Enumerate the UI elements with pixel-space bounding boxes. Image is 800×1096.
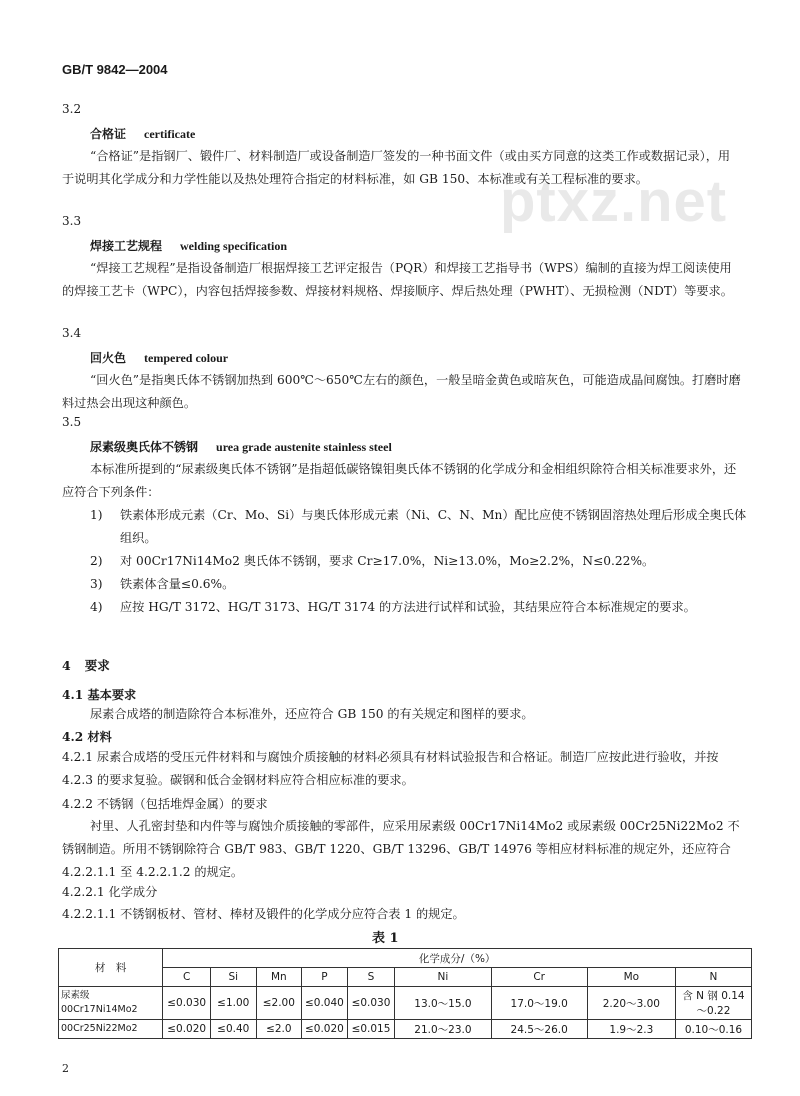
table-cell: 含 N 钢 0.14～0.22 (675, 987, 751, 1020)
table-cell: ≤0.40 (210, 1020, 256, 1039)
body-paragraph: 4.2.2.1.1 不锈钢板材、管材、棒材及锻件的化学成分应符合表 1 的规定。 (62, 907, 465, 921)
table-cell: 17.0～19.0 (491, 987, 587, 1020)
term-en: tempered colour (144, 351, 229, 365)
table-cell: ≤0.020 (163, 1020, 211, 1039)
material-cell (59, 1020, 163, 1039)
term-cn: 尿素级奥氏体不锈钢 (90, 440, 199, 454)
chapter-heading (62, 656, 110, 674)
table-row (59, 987, 752, 1020)
list-item (90, 573, 750, 596)
body-paragraph: 尿素合成塔的制造除符合本标准外，还应符合 GB 150 的有关规定和图样的要求。 (90, 707, 534, 721)
list-item-number: 3) (90, 577, 103, 591)
list-item-number: 2) (90, 554, 103, 568)
table-cell: 13.0～15.0 (395, 987, 491, 1020)
column-header: Mn (256, 968, 302, 987)
table-cell: ≤2.00 (256, 987, 302, 1020)
standard-number: GB/T 9842—2004 (62, 62, 168, 77)
body-paragraph: 衬里、人孔密封垫和内件等与腐蚀介质接触的零部件，应采用尿素级 00Cr17Ni14Mo2 或尿素级 00Cr25Ni22Mo2 不锈钢制造。所用不锈钢除符合 GB/T 983、GB/T 1220、GB/T 13296、GB/T 14976 等相应材料标准的规定外，还应符合 4.2.2.1.1 至 4.2.2.1.2 的规定。 (62, 819, 740, 879)
table-cell: ≤1.00 (210, 987, 256, 1020)
table-cell: ≤0.040 (302, 987, 348, 1020)
definition-paragraph: “合格证”是指钢厂、锻件厂、材料制造厂或设备制造厂签发的一种书面文件（或由买方同意的这类工作或数据记录），用于说明其化学成分和力学性能以及热处理符合指定的材料标准，如 GB 150、本标准或有关工程标准的要求。 (62, 149, 731, 186)
subsection-heading: 4.2.2.1 化学成分 (62, 885, 158, 899)
term-cn: 合格证 (90, 127, 127, 141)
table-cell: 1.9～2.3 (587, 1020, 675, 1039)
list-item (90, 596, 750, 642)
column-header: C (163, 968, 211, 987)
table-cell: ≤0.030 (163, 987, 211, 1020)
list-item (90, 550, 750, 573)
table-cell: 0.10～0.16 (675, 1020, 751, 1039)
clause-number: 3.4 (62, 326, 82, 340)
material-line: 尿素级 (61, 990, 90, 1001)
table-cell: ≤0.015 (347, 1020, 395, 1039)
column-header: Mo (587, 968, 675, 987)
column-header: Cr (491, 968, 587, 987)
chapter-title: 要求 (84, 658, 110, 673)
chemical-composition-table (58, 948, 752, 1039)
table-cell: 2.20～3.00 (587, 987, 675, 1020)
table-cell: ≤0.020 (302, 1020, 348, 1039)
term-heading (90, 349, 228, 366)
table-cell: ≤2.0 (256, 1020, 302, 1039)
section-heading: 4.1 基本要求 (62, 688, 137, 702)
section-heading: 4.2 材料 (62, 730, 112, 744)
material-line: 00Cr17Ni14Mo2 (61, 1004, 138, 1015)
list-item-number: 4) (90, 600, 103, 614)
body-paragraph: 4.2.1 尿素合成塔的受压元件材料和与腐蚀介质接触的材料必须具有材料试验报告和合格证。制造厂应按此进行验收，并按 4.2.3 的要求复验。碳钢和低合金钢材料应符合相应标准的要求。 (62, 750, 719, 787)
term-cn: 焊接工艺规程 (90, 239, 163, 253)
table-row (59, 1020, 752, 1039)
table-cell: 21.0～23.0 (395, 1020, 491, 1039)
table-cell: ≤0.030 (347, 987, 395, 1020)
definition-paragraph: 本标准所提到的“尿素级奥氏体不锈钢”是指超低碳铬镍钼奥氏体不锈钢的化学成分和金相组织除符合相关标准要求外，还应符合下列条件： (62, 462, 737, 499)
material-cell (59, 987, 163, 1020)
list-item-text: 应按 HG/T 3172、HG/T 3173、HG/T 3174 的方法进行试样和试验，其结果应符合本标准规定的要求。 (120, 600, 696, 614)
term-heading (90, 237, 287, 254)
table-header-row (59, 949, 752, 968)
term-en: welding specification (180, 239, 288, 253)
list-item-text: 铁素体含量≤0.6%。 (120, 577, 235, 591)
subsection-heading: 4.2.2 不锈钢（包括堆焊金属）的要求 (62, 797, 268, 811)
table-caption: 表 1 (372, 931, 399, 946)
material-line: 00Cr25Ni22Mo2 (61, 1023, 138, 1034)
chapter-number: 4 (62, 658, 71, 673)
clause-number: 3.3 (62, 214, 82, 228)
column-header: P (302, 968, 348, 987)
column-header: Ni (395, 968, 491, 987)
list-item (90, 504, 750, 550)
term-en: certificate (144, 127, 196, 141)
column-header: S (347, 968, 395, 987)
list-item-text: 铁素体形成元素（Cr、Mo、Si）与奥氏体形成元素（Ni、C、N、Mn）配比应使不锈钢固溶热处理后形成全奥氏体组织。 (120, 508, 747, 545)
definition-paragraph: “回火色”是指奥氏体不锈钢加热到 600℃～650℃左右的颜色，一般呈暗金黄色或暗灰色，可能造成晶间腐蚀。打磨时磨料过热会出现这种颜色。 (62, 373, 741, 410)
clause-number: 3.5 (62, 415, 82, 429)
header-material: 材 料 (59, 949, 163, 987)
table-cell: 24.5～26.0 (491, 1020, 587, 1039)
clause-number: 3.2 (62, 102, 82, 116)
list-item-text: 对 00Cr17Ni14Mo2 奥氏体不锈钢，要求 Cr≥17.0%，Ni≥13.0%，Mo≥2.2%，N≤0.22%。 (120, 554, 655, 568)
page-number: 2 (62, 1062, 69, 1075)
term-heading (90, 125, 195, 142)
list-item-number: 1) (90, 508, 103, 522)
header-group: 化学成分/（%） (163, 949, 752, 968)
table-header-row (59, 968, 752, 987)
watermark: ptxz.net (500, 169, 728, 234)
term-en: urea grade austenite stainless steel (216, 440, 392, 454)
column-header: N (675, 968, 751, 987)
term-heading (90, 438, 392, 455)
column-header: Si (210, 968, 256, 987)
term-cn: 回火色 (90, 351, 127, 365)
definition-paragraph: “焊接工艺规程”是指设备制造厂根据焊接工艺评定报告（PQR）和焊接工艺指导书（WPS）编制的直接为焊工阅读使用的焊接工艺卡（WPC），内容包括焊接参数、焊接材料规格、焊接顺序、焊后热处理（PWHT）、无损检测（NDT）等要求。 (62, 261, 733, 298)
